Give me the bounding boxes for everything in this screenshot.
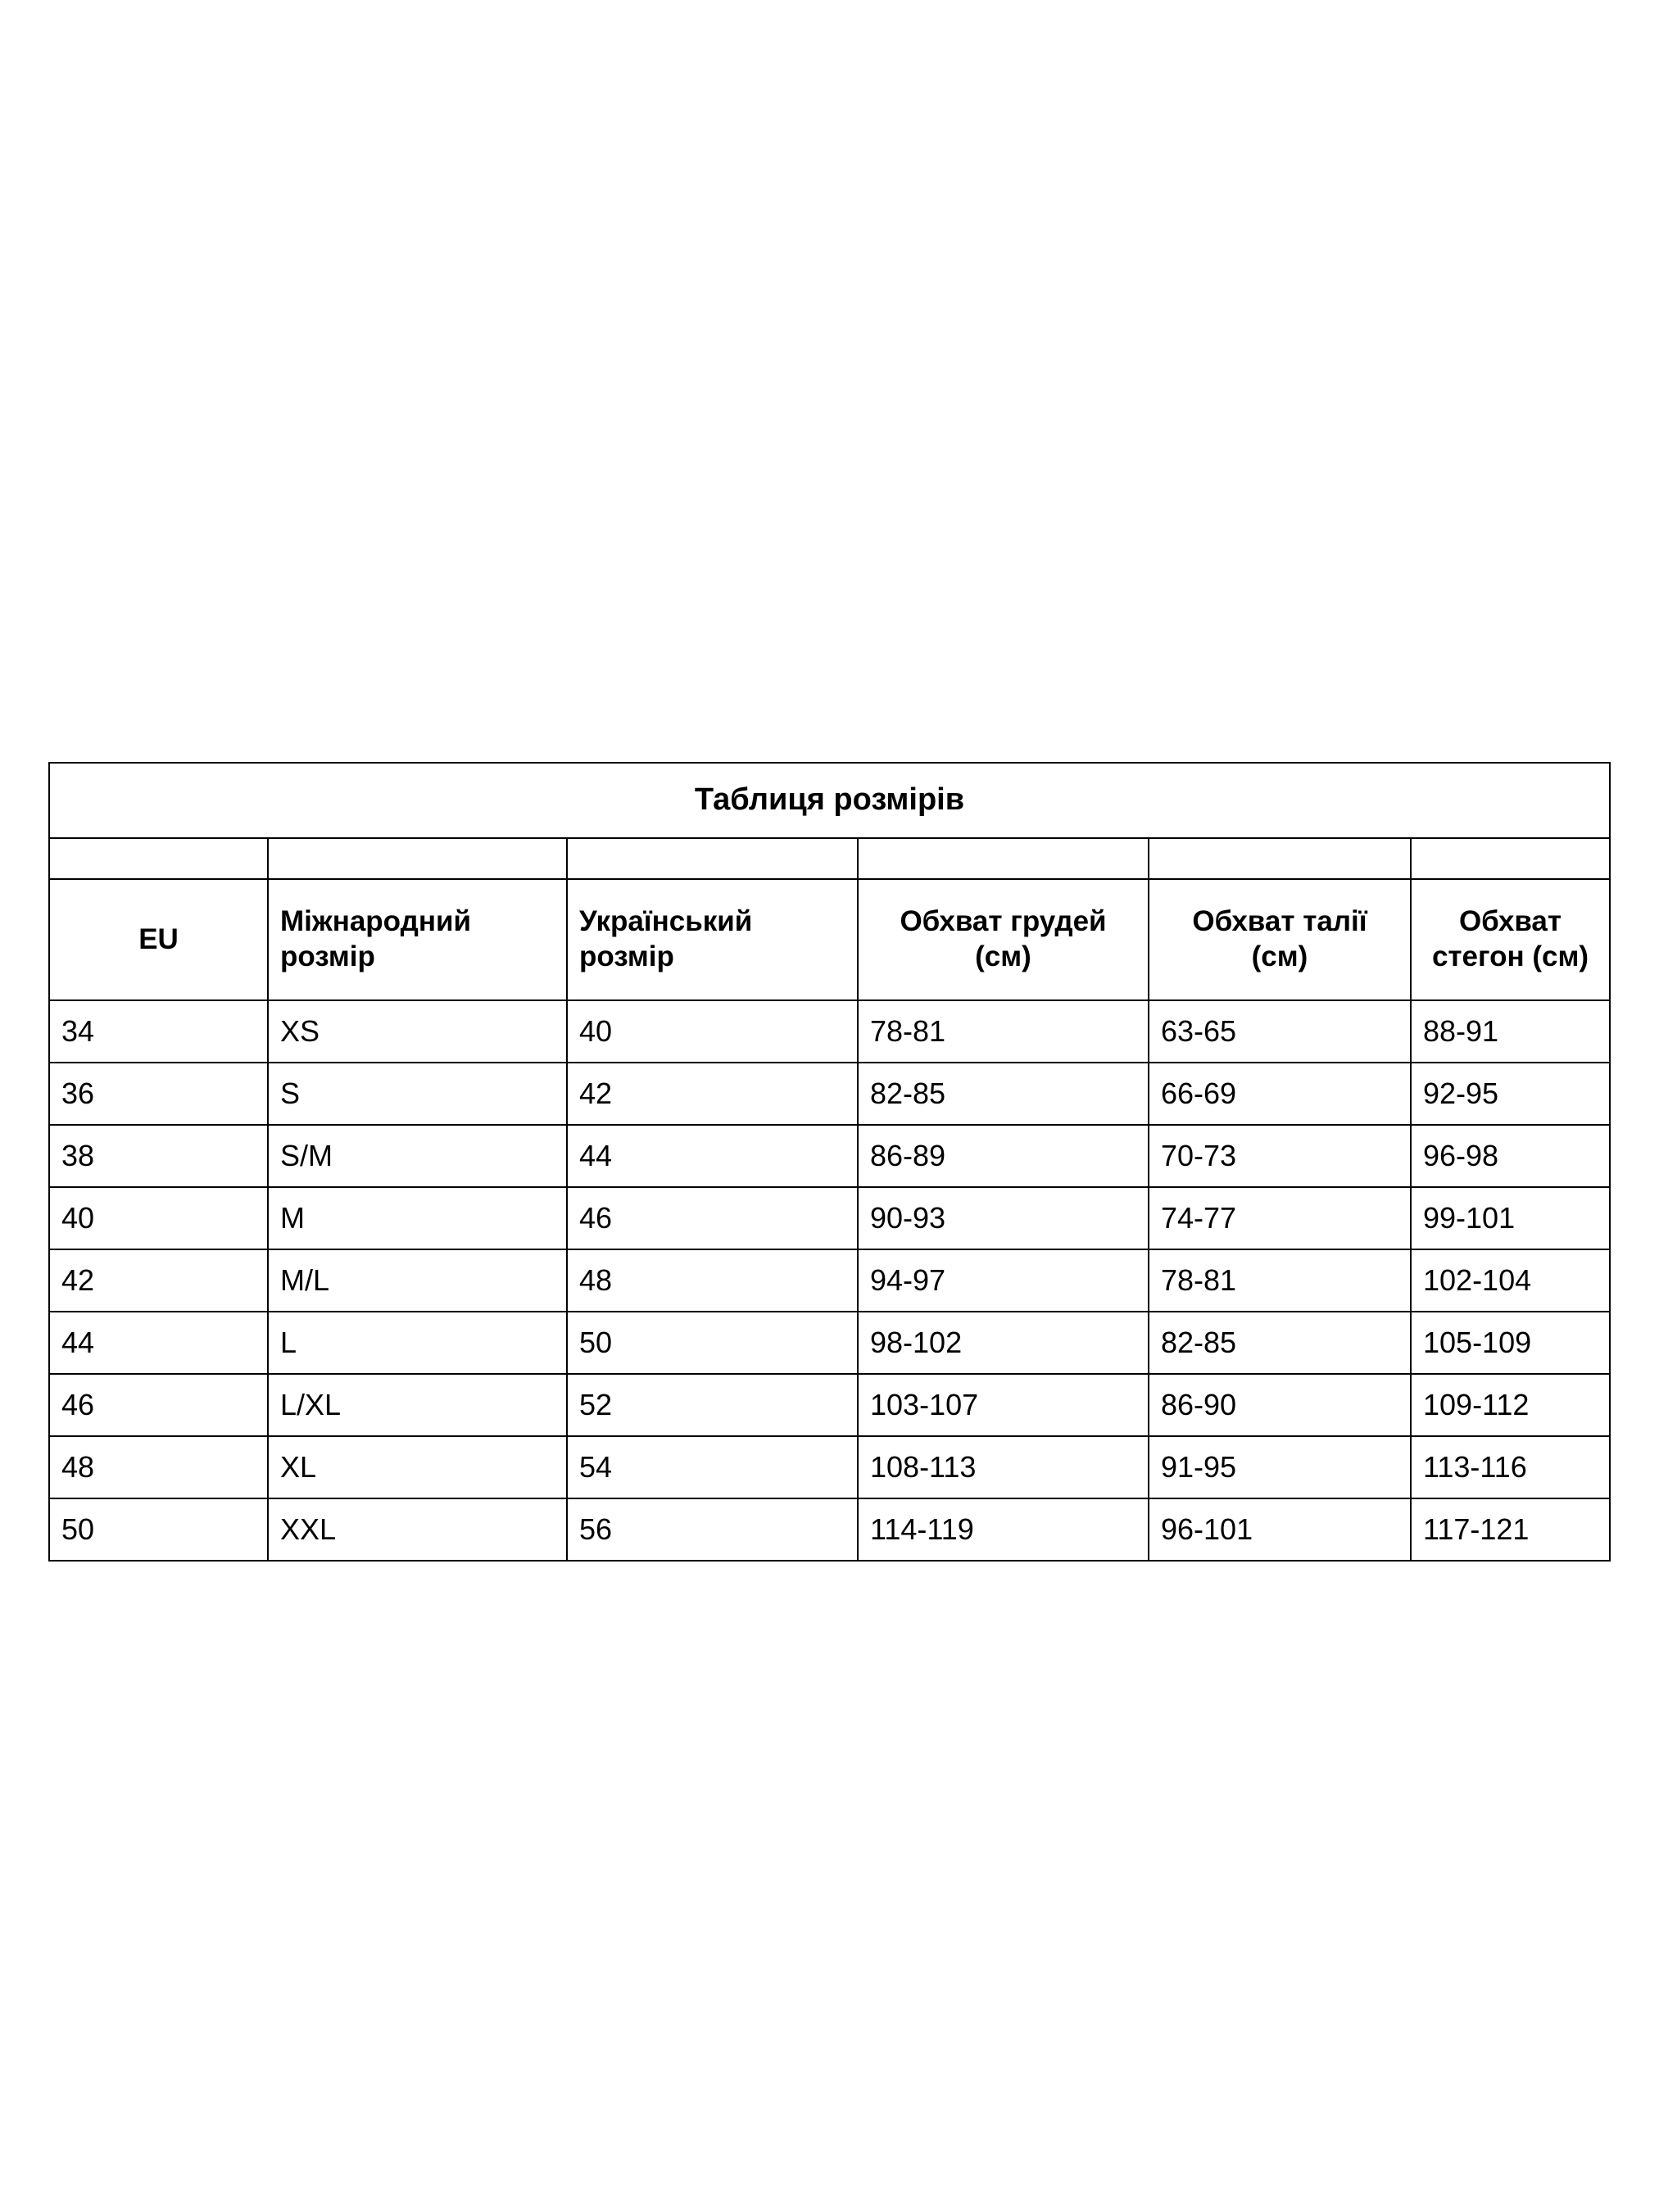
table-row [49, 1374, 1610, 1436]
cell-hips: 99-101 [1411, 1187, 1610, 1249]
cell-intl: M [268, 1187, 567, 1249]
table-row [49, 1063, 1610, 1125]
table-row [49, 1498, 1610, 1561]
table-row [49, 1436, 1610, 1498]
cell-hips: 113-116 [1411, 1436, 1610, 1498]
table-row [49, 1249, 1610, 1312]
cell-intl: XS [268, 1000, 567, 1063]
cell-chest: 103-107 [858, 1374, 1149, 1436]
cell-ua: 44 [567, 1125, 858, 1187]
cell-chest: 94-97 [858, 1249, 1149, 1312]
table-row [49, 1312, 1610, 1374]
cell-eu: 44 [49, 1312, 268, 1374]
spacer-cell [268, 838, 567, 879]
cell-waist: 96-101 [1149, 1498, 1411, 1561]
table-row [49, 1000, 1610, 1063]
column-header-ua: Український розмір [567, 879, 858, 1000]
cell-eu: 36 [49, 1063, 268, 1125]
cell-hips: 105-109 [1411, 1312, 1610, 1374]
column-header-chest: Обхват грудей (см) [858, 879, 1149, 1000]
cell-waist: 70-73 [1149, 1125, 1411, 1187]
cell-hips: 88-91 [1411, 1000, 1610, 1063]
cell-eu: 50 [49, 1498, 268, 1561]
cell-eu: 42 [49, 1249, 268, 1312]
spacer-cell [858, 838, 1149, 879]
spacer-cell [1411, 838, 1610, 879]
cell-ua: 50 [567, 1312, 858, 1374]
table-title-row [49, 763, 1610, 838]
cell-intl: S/M [268, 1125, 567, 1187]
column-header-hips: Обхват стегон (см) [1411, 879, 1610, 1000]
cell-ua: 54 [567, 1436, 858, 1498]
cell-waist: 86-90 [1149, 1374, 1411, 1436]
spacer-cell [1149, 838, 1411, 879]
cell-chest: 98-102 [858, 1312, 1149, 1374]
cell-chest: 114-119 [858, 1498, 1149, 1561]
cell-intl: XXL [268, 1498, 567, 1561]
cell-eu: 46 [49, 1374, 268, 1436]
cell-ua: 56 [567, 1498, 858, 1561]
cell-chest: 108-113 [858, 1436, 1149, 1498]
cell-waist: 66-69 [1149, 1063, 1411, 1125]
cell-eu: 40 [49, 1187, 268, 1249]
cell-waist: 91-95 [1149, 1436, 1411, 1498]
cell-hips: 102-104 [1411, 1249, 1610, 1312]
spacer-cell [567, 838, 858, 879]
column-header-eu: EU [49, 879, 268, 1000]
cell-intl: XL [268, 1436, 567, 1498]
column-header-waist: Обхват талії (см) [1149, 879, 1411, 1000]
cell-chest: 86-89 [858, 1125, 1149, 1187]
cell-hips: 92-95 [1411, 1063, 1610, 1125]
cell-chest: 90-93 [858, 1187, 1149, 1249]
cell-ua: 52 [567, 1374, 858, 1436]
size-chart-container [25, 762, 1634, 1562]
cell-intl: S [268, 1063, 567, 1125]
cell-ua: 48 [567, 1249, 858, 1312]
cell-intl: M/L [268, 1249, 567, 1312]
table-row [49, 1125, 1610, 1187]
column-header-intl: Міжнародний розмір [268, 879, 567, 1000]
cell-ua: 40 [567, 1000, 858, 1063]
cell-eu: 48 [49, 1436, 268, 1498]
table-header-row [49, 879, 1610, 1000]
cell-waist: 82-85 [1149, 1312, 1411, 1374]
cell-hips: 96-98 [1411, 1125, 1610, 1187]
cell-ua: 42 [567, 1063, 858, 1125]
cell-eu: 34 [49, 1000, 268, 1063]
cell-chest: 82-85 [858, 1063, 1149, 1125]
cell-waist: 74-77 [1149, 1187, 1411, 1249]
cell-hips: 117-121 [1411, 1498, 1610, 1561]
table-spacer-row [49, 838, 1610, 879]
spacer-cell [49, 838, 268, 879]
page-title: Таблиця розмірів [49, 763, 1610, 838]
cell-chest: 78-81 [858, 1000, 1149, 1063]
cell-intl: L/XL [268, 1374, 567, 1436]
cell-eu: 38 [49, 1125, 268, 1187]
cell-hips: 109-112 [1411, 1374, 1610, 1436]
cell-waist: 78-81 [1149, 1249, 1411, 1312]
cell-ua: 46 [567, 1187, 858, 1249]
cell-waist: 63-65 [1149, 1000, 1411, 1063]
cell-intl: L [268, 1312, 567, 1374]
size-chart-table [48, 762, 1611, 1562]
table-row [49, 1187, 1610, 1249]
